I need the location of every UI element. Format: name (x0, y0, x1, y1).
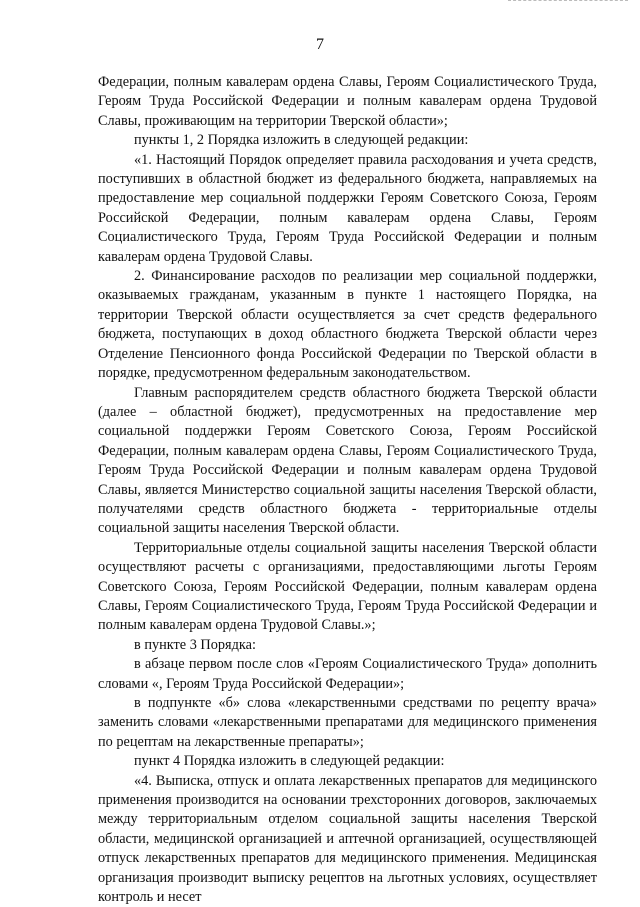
paragraph-2: пункты 1, 2 Порядка изложить в следующей редакции: (134, 132, 469, 149)
paragraph-10: пункт 4 Порядка изложить в следующей редакции: (134, 753, 445, 770)
paragraph-1: Федерации, полным кавалерам ордена Славы, Героям Социалистического Труда, Героям Труда Российской Федерации и полным кавалерам ордена Трудовой Славы, проживающим на территории Тверской области»; (98, 74, 597, 129)
paragraph-4: 2. Финансирование расходов по реализации мер социальной поддержки, оказываемых гражданам, указанным в пункте 1 настоящего Порядка, на территории Тверской области осуществляется за счет средств федерального бюджета, поступающих в доход областного бюджета Тверской области через Отделение Пенсионного фонда Российской Федерации по Тверской области в порядке, предусмотренном федеральным законодательством. (98, 268, 597, 382)
paragraph-9: в подпункте «б» слова «лекарственными средствами по рецепту врача» заменить словами «лекарственными препаратами для медицинского применения по рецептам на лекарственные препараты»; (98, 695, 597, 750)
paragraph-6: Территориальные отделы социальной защиты населения Тверской области осуществляют расчеты с организациями, предоставляющими льготы Героям Советского Союза, Героям Российской Федерации, полным кавалерам ордена Славы, Героям Социалистического Труда, Героям Труда Российской Федерации и полным кавалерам ордена Трудовой Славы.»; (98, 539, 597, 634)
paragraph-7: в пункте 3 Порядка: (134, 636, 256, 653)
page-number: 7 (316, 36, 324, 53)
paragraph-5: Главным распорядителем средств областного бюджета Тверской области (далее – областной бюджет), предусмотренных на предоставление мер социальной поддержки Героям Советского Союза, Героям Российской Федерации, полным кавалерам ордена Славы, Героям Социалистического Труда, Героям Труда Российской Федерации и полным кавалерам ордена Трудовой Славы, является Министерство социальной защиты населения Тверской области, получателями средств областного бюджета - территориальные отделы социальной защиты населения Тверской области. (98, 384, 597, 537)
scan-edge-mark (508, 0, 628, 3)
paragraph-8: в абзаце первом после слов «Героям Социалистического Труда» дополнить словами «, Героям Труда Российской Федерации»; (98, 656, 597, 692)
document-body (98, 73, 597, 907)
paragraph-3: «1. Настоящий Порядок определяет правила расходования и учета средств, поступивших в областной бюджет из федерального бюджета, направляемых на предоставление мер социальной поддержки Героям Советского Союза, Героям Российской Федерации, полным кавалерам ордена Славы, Героям Социалистического Труда, Героям Труда Российской Федерации и полным кавалерам ордена Трудовой Славы. (98, 151, 597, 265)
paragraph-11: «4. Выписка, отпуск и оплата лекарственных препаратов для медицинского применения производится на основании трехсторонних договоров, заключаемых между территориальным отделом социальной защиты населения Тверской области, медицинской организацией и аптечной организацией, осуществляющей отпуск лекарственных препаратов для медицинского применения. Медицинская организация производит выписку рецептов на льготных условиях, осуществляет контроль и несет (98, 772, 597, 906)
